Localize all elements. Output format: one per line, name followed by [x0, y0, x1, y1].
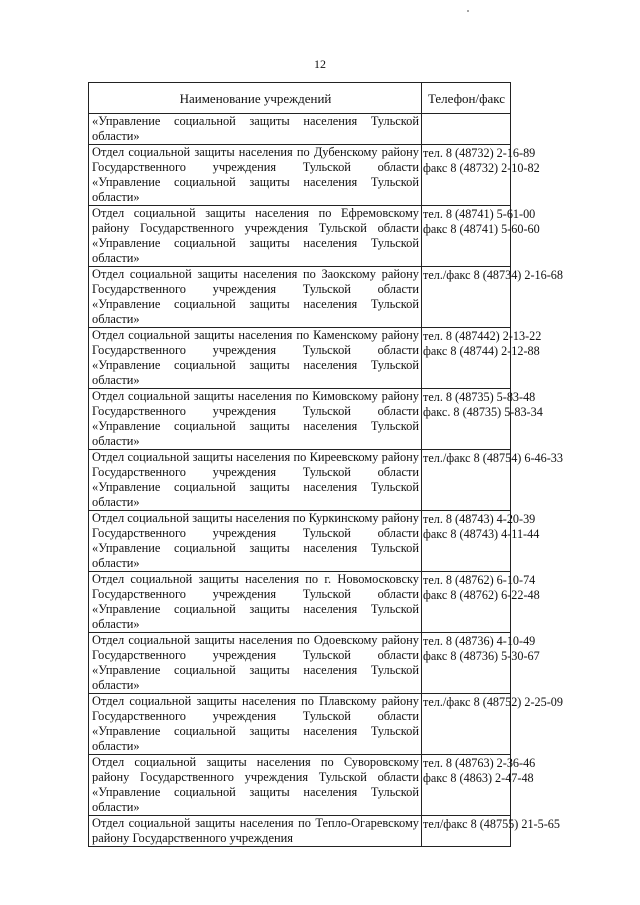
institution-name: Отдел социальной защиты населения по Суворовскому району Государственного учреждения Тульской области «Управление социальной защиты населения Тульской области»: [89, 755, 422, 816]
phone-line: факс 8 (48744) 2-12-88: [423, 344, 540, 358]
phone-fax-cell: [422, 267, 563, 328]
institutions-table: [88, 82, 563, 847]
phone-line: тел. 8 (48763) 2-36-46: [423, 756, 536, 770]
table-row: [89, 389, 511, 450]
table-row: [89, 511, 511, 572]
phone-line: тел/факс 8 (48755) 21-5-65: [423, 817, 560, 831]
table-row: [89, 816, 511, 847]
institution-name: Отдел социальной защиты населения по Куркинскому району Государственного учреждения Тульской области «Управление социальной защиты населения Тульской области»: [89, 511, 422, 572]
table-row: [89, 755, 511, 816]
institution-name: Отдел социальной защиты населения по Кимовскому району Государственного учреждения Тульской области «Управление социальной защиты населения Тульской области»: [89, 389, 422, 450]
table-row: [89, 328, 511, 389]
phone-fax-cell: [422, 633, 540, 694]
institution-name: Отдел социальной защиты населения по Киреевскому району Государственного учреждения Тульской области «Управление социальной защиты населения Тульской области»: [89, 450, 422, 511]
table-row: [89, 450, 511, 511]
phone-line: факс. 8 (48735) 5-83-34: [423, 405, 543, 419]
institution-name: Отдел социальной защиты населения по Заокскому району Государственного учреждения Тульской области «Управление социальной защиты населения Тульской области»: [89, 267, 422, 328]
phone-fax-cell: [422, 816, 560, 847]
phone-line: тел./факс 8 (48754) 6-46-33: [423, 451, 563, 465]
phone-fax-cell: [422, 206, 540, 267]
phone-fax-cell: [422, 511, 540, 572]
institution-name: Отдел социальной защиты населения по Одоевскому району Государственного учреждения Тульской области «Управление социальной защиты населения Тульской области»: [89, 633, 422, 694]
phone-fax-cell: [422, 389, 543, 450]
phone-line: тел./факс 8 (48734) 2-16-68: [423, 268, 563, 282]
phone-line: тел. 8 (487442) 2-13-22: [423, 329, 542, 343]
scan-speck: [467, 10, 469, 12]
phone-line: тел. 8 (48735) 5-83-48: [423, 390, 536, 404]
phone-line: тел./факс 8 (48752) 2-25-09: [423, 695, 563, 709]
institution-name: Отдел социальной защиты населения по Дубенскому району Государственного учреждения Тульской области «Управление социальной защиты населения Тульской области»: [89, 145, 422, 206]
page-number: 12: [314, 57, 326, 71]
phone-line: факс 8 (48743) 4-11-44: [423, 527, 540, 541]
institution-name: Отдел социальной защиты населения по Каменскому району Государственного учреждения Тульской области «Управление социальной защиты населения Тульской области»: [89, 328, 422, 389]
phone-line: факс 8 (48762) 6-22-48: [423, 588, 540, 602]
institution-name: Отдел социальной защиты населения по Ефремовскому району Государственного учреждения Тульской области «Управление социальной защиты населения Тульской области»: [89, 206, 422, 267]
phone-fax-cell: [422, 145, 540, 206]
institution-name: «Управление социальной защиты населения Тульской области»: [89, 114, 422, 145]
phone-line: тел. 8 (48732) 2-16-89: [423, 146, 536, 160]
institutions-table-wrapper: [88, 82, 563, 845]
phone-fax-cell: [422, 114, 511, 145]
table-row: [89, 206, 511, 267]
institution-name: Отдел социальной защиты населения по Плавскому району Государственного учреждения Тульской области «Управление социальной защиты населения Тульской области»: [89, 694, 422, 755]
phone-line: факс 8 (4863) 2-47-48: [423, 771, 534, 785]
phone-fax-cell: [422, 572, 540, 633]
phone-line: факс 8 (48741) 5-60-60: [423, 222, 540, 236]
phone-fax-cell: [422, 755, 536, 816]
table-body: [89, 114, 563, 847]
phone-line: факс 8 (48736) 5-30-67: [423, 649, 540, 663]
table-row: [89, 633, 511, 694]
table-row: [89, 572, 511, 633]
institution-name: Отдел социальной защиты населения по г. Новомосковску Государственного учреждения Тульской области «Управление социальной защиты населения Тульской области»: [89, 572, 422, 633]
table-row: [89, 694, 511, 755]
table-row: [89, 267, 511, 328]
phone-line: тел. 8 (48762) 6-10-74: [423, 573, 536, 587]
phone-fax-cell: [422, 694, 563, 755]
table-row: [89, 145, 511, 206]
phone-fax-cell: [422, 450, 563, 511]
phone-line: факс 8 (48732) 2-10-82: [423, 161, 540, 175]
institution-name: Отдел социальной защиты населения по Тепло-Огаревскому району Государственного учреждения: [89, 816, 422, 847]
phone-line: тел. 8 (48736) 4-10-49: [423, 634, 536, 648]
phone-line: тел. 8 (48743) 4-20-39: [423, 512, 536, 526]
header-institution-name: Наименование учреждений: [89, 83, 422, 114]
phone-line: тел. 8 (48741) 5-61-00: [423, 207, 536, 221]
table-header-row: [89, 83, 511, 114]
table-row: [89, 114, 511, 145]
phone-fax-cell: [422, 328, 542, 389]
header-phone-fax: Телефон/факс: [422, 83, 511, 114]
